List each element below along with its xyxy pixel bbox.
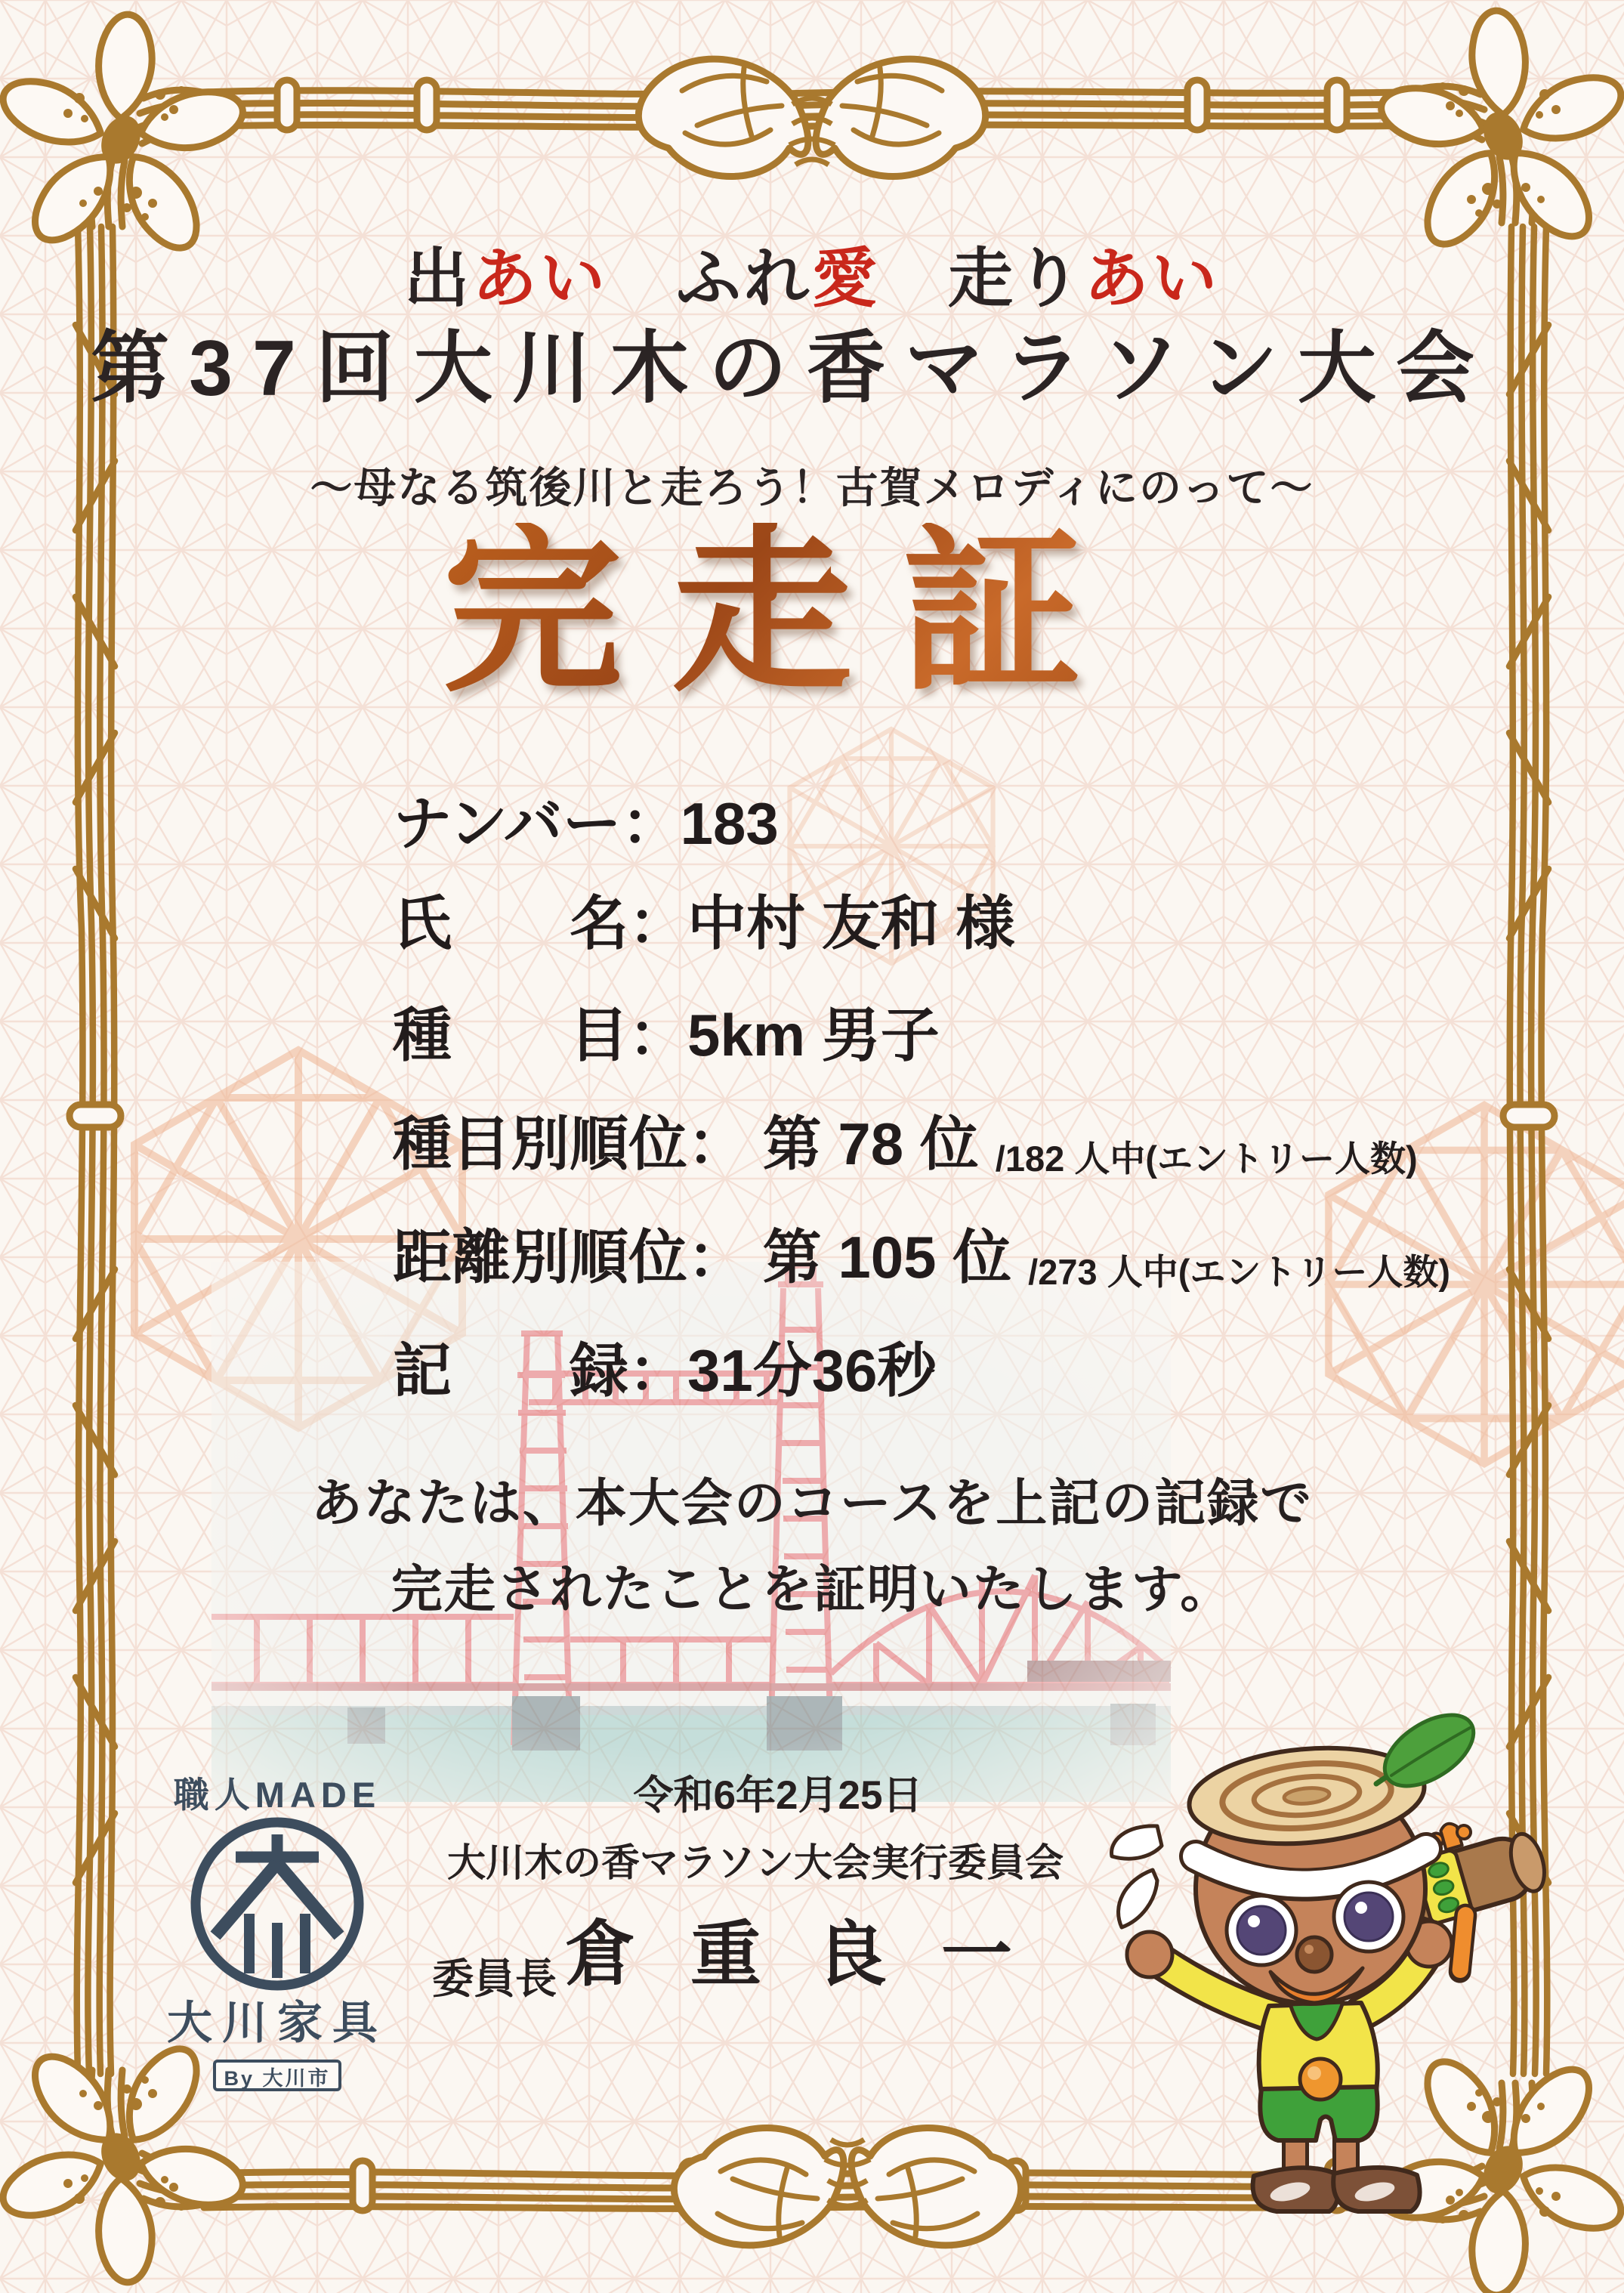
event-subtitle: ～母なる筑後川と走ろう！古賀メロディにのって～ [310, 464, 1314, 511]
field-category-rank-entrants: /182 人中(エントリー人数) [995, 1139, 1418, 1179]
logo-by-badge: By 大川市 [213, 2060, 341, 2091]
event-slogan [0, 243, 1624, 315]
statement-line2: 完走されたことを証明いたします。 [391, 1561, 1233, 1618]
field-number [393, 777, 779, 861]
slogan-run-accent: 愛 [812, 243, 880, 315]
certificate-title: 完走証 [0, 523, 1599, 703]
field-category-rank-text: 種目別順位： 第 78 位 [393, 1111, 979, 1177]
slogan-run: 走り [880, 243, 1084, 315]
logo-top-label: 職人MADE [173, 1775, 381, 1815]
field-category [393, 988, 940, 1073]
statement-line1: あなたは、本大会のコースを上記の記録で [310, 1475, 1314, 1532]
logo-name-label: 大川家具 [167, 1998, 387, 2048]
field-name-text: 氏 名：中村 友和 様 [393, 890, 1015, 956]
slogan-run-accent: あい [472, 243, 608, 315]
field-distance-rank-entrants: /273 人中(エントリー人数) [1028, 1252, 1450, 1292]
slogan-run: ふれ [608, 243, 812, 315]
chairman-title: 委員長 [432, 1955, 557, 2002]
field-name [393, 876, 1014, 961]
field-record [393, 1324, 937, 1408]
chairman-name: 倉重良一 [565, 1914, 1067, 1994]
issue-date: 令和6年2月25日 [633, 1773, 923, 1818]
field-number-text: ナンバー：183 [393, 790, 779, 857]
slogan-run-accent: あい [1084, 243, 1220, 315]
field-category-text: 種 目：5km 男子 [393, 1002, 940, 1068]
field-distance-rank [393, 1210, 1450, 1295]
field-category-rank [393, 1097, 1418, 1182]
event-title: 第37回大川木の香マラソン大会 [91, 325, 1494, 413]
organizer: 大川木の香マラソン大会実行委員会 [446, 1841, 1064, 1884]
slogan-run: 出 [404, 243, 472, 315]
field-record-text: 記 録：31分36秒 [393, 1337, 937, 1404]
field-distance-rank-text: 距離別順位： 第 105 位 [393, 1224, 1012, 1290]
